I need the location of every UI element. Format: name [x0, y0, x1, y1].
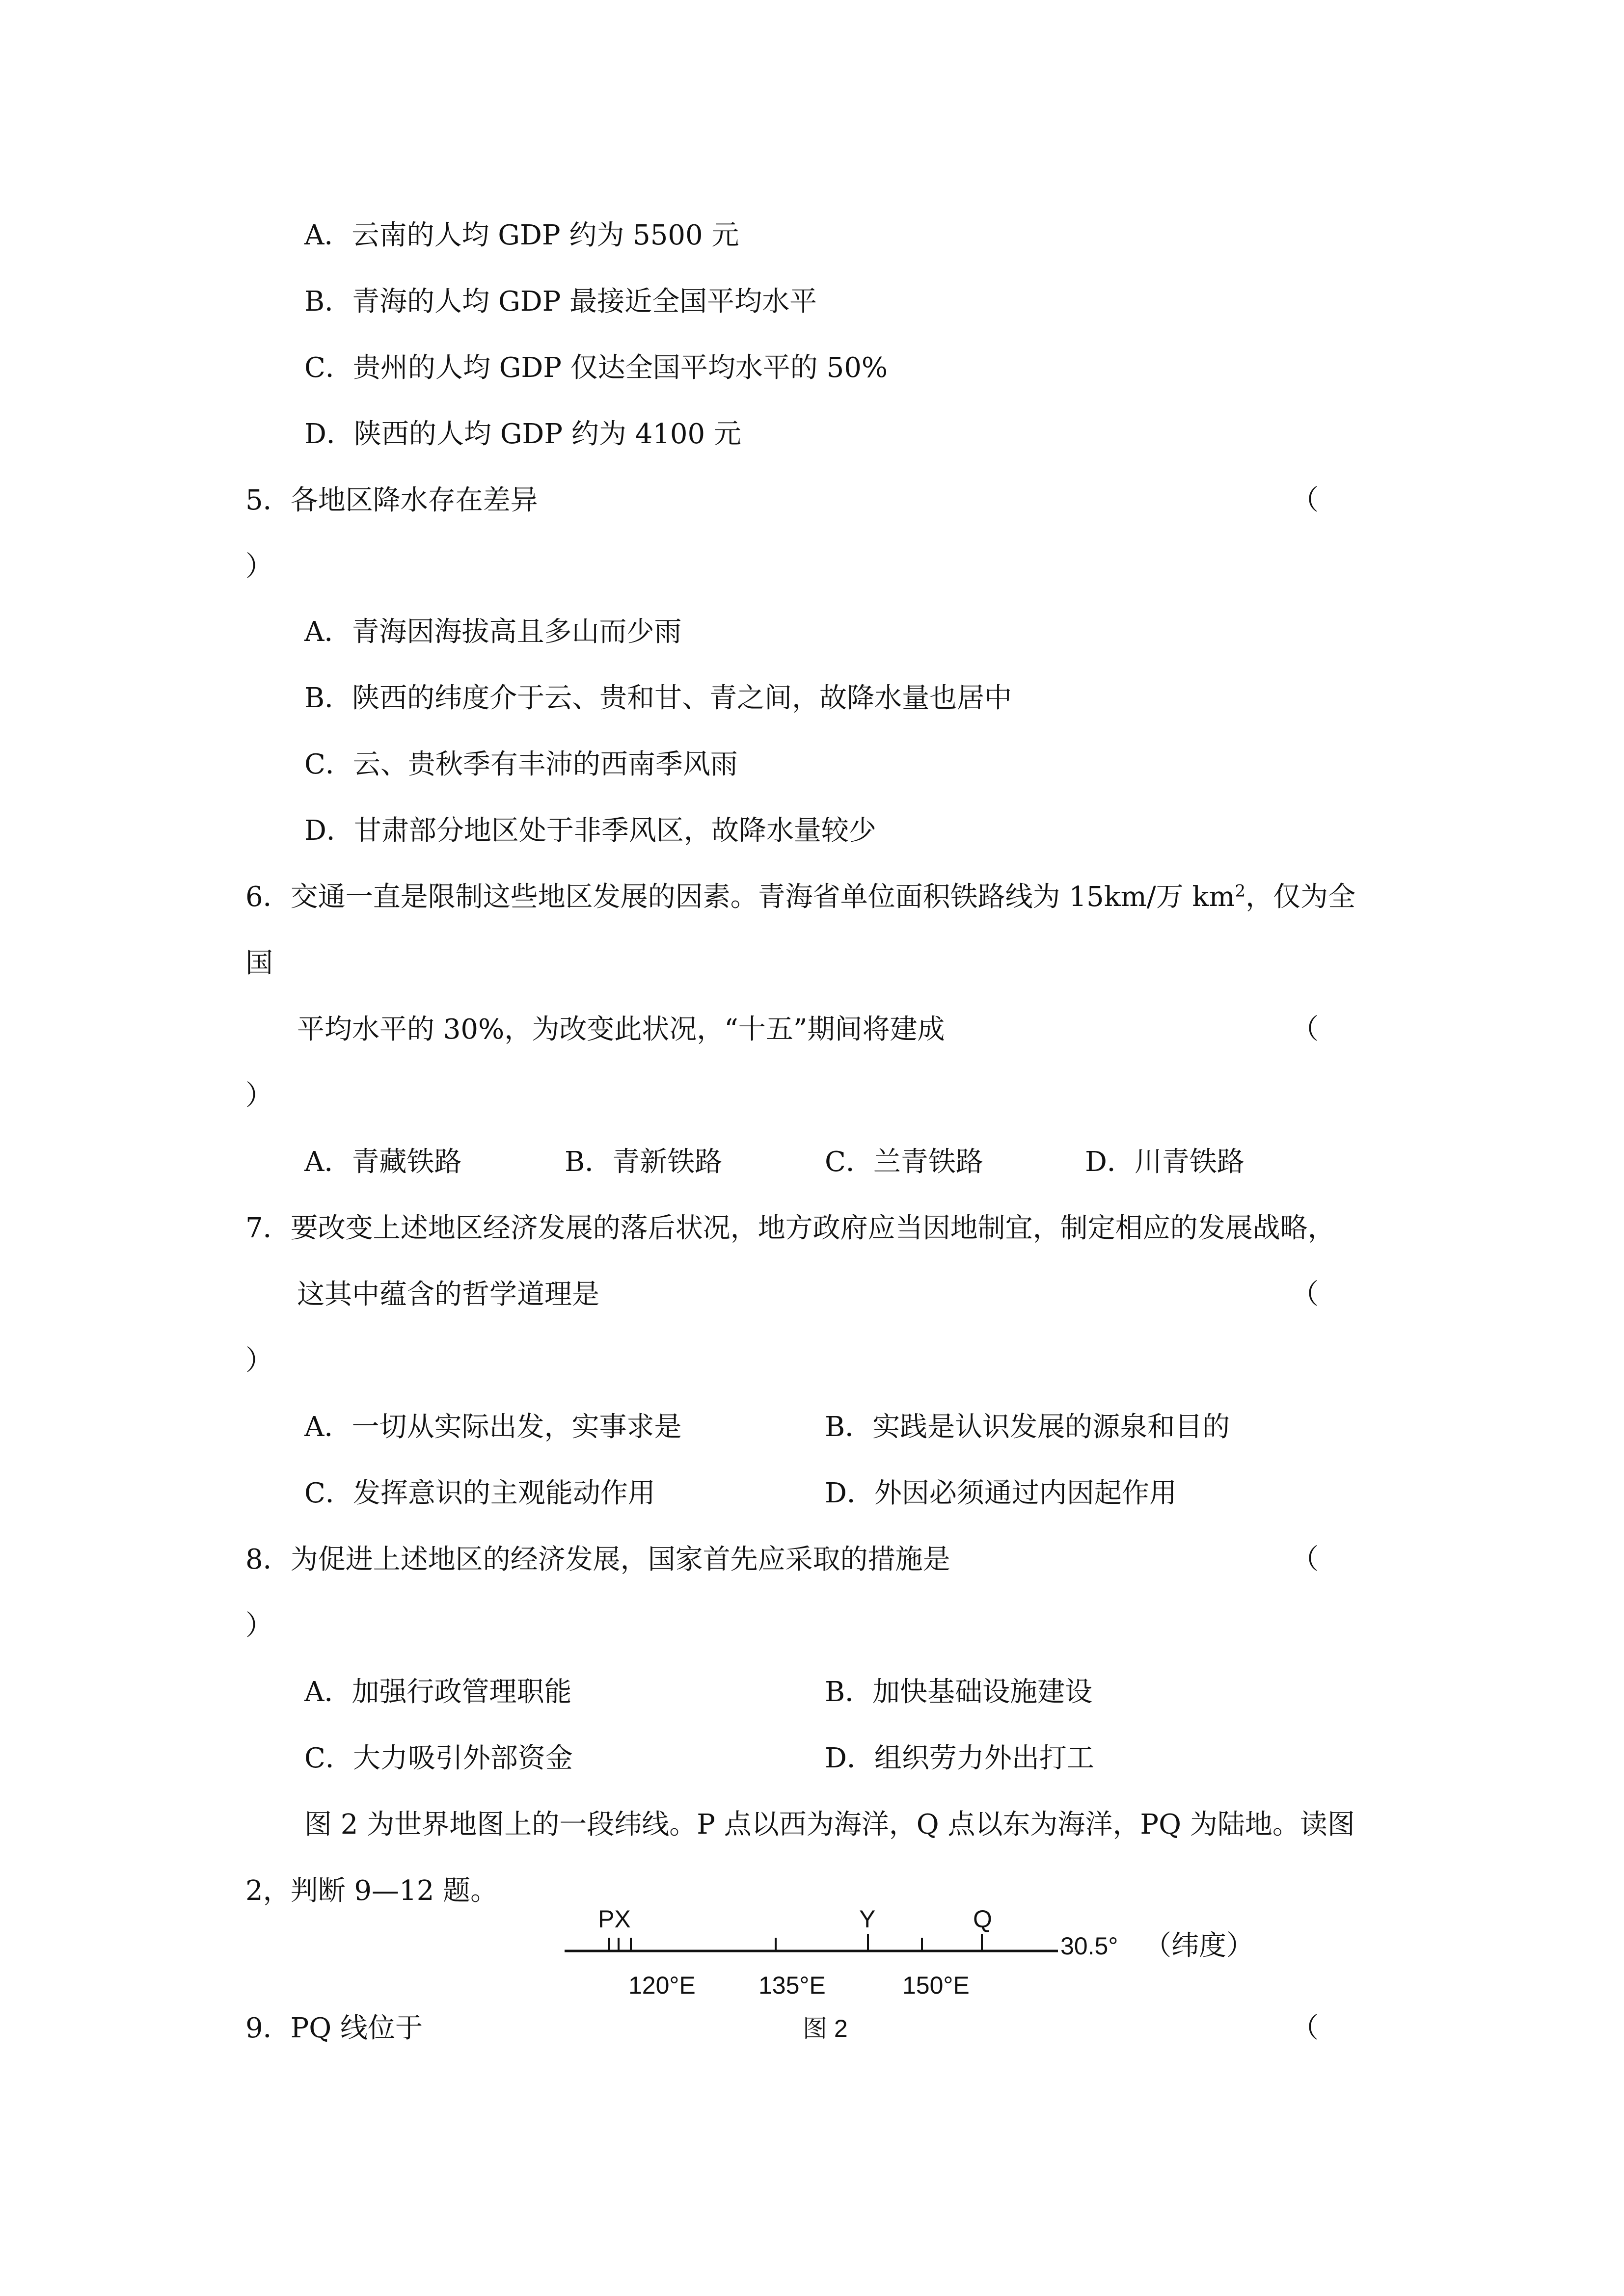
- tick-label-120e: 120°E: [628, 1972, 696, 1999]
- q8-answer-paren-open: （: [1291, 1544, 1319, 1575]
- q8-stem: 8．为促进上述地区的经济发展，国家首先应采取的措施是: [245, 1544, 950, 1575]
- point-label-px: PX: [598, 1905, 631, 1933]
- q8-option-d: D．组织劳力外出打工: [825, 1742, 1094, 1774]
- q7-stem-line1: 7．要改变上述地区经济发展的落后状况，地方政府应当因地制宜，制定相应的发展战略，: [245, 1212, 1335, 1244]
- figure-intro-line1: 图 2 为世界地图上的一段纬线。P 点以西为海洋，Q 点以东为海洋，PQ 为陆地。读图: [304, 1809, 1355, 1841]
- q6-option-a: A．青藏铁路: [304, 1146, 462, 1178]
- q5-option-b: B．陕西的纬度介于云、贵和甘、青之间，故降水量也居中: [304, 682, 1012, 714]
- q7-option-d: D．外因必须通过内因起作用: [825, 1477, 1177, 1509]
- q5-answer-paren-close: ）: [245, 551, 273, 583]
- q6-option-b: B．青新铁路: [565, 1146, 723, 1178]
- latitude-line-figure: [560, 1904, 1075, 1968]
- latitude-value: 30.5°: [1060, 1932, 1118, 1960]
- q6-stem-wrap: 国: [245, 947, 273, 979]
- q8-option-a: A．加强行政管理职能: [304, 1676, 572, 1708]
- point-label-y: Y: [859, 1905, 876, 1933]
- q6-answer-paren-close: ）: [245, 1080, 273, 1112]
- q4-option-d: D．陕西的人均 GDP 约为 4100 元: [304, 418, 741, 450]
- q5-stem: 5．各地区降水存在差异: [245, 484, 538, 516]
- q6-stem-line2: 平均水平的 30%，为改变此状况，“十五”期间将建成: [297, 1014, 945, 1045]
- q6-stem-line1: [245, 880, 1355, 914]
- figure-caption: 图 2: [803, 2015, 848, 2042]
- q5-option-a: A．青海因海拔高且多山而少雨: [304, 616, 682, 648]
- q9-answer-paren-open: （: [1291, 2012, 1319, 2044]
- tick-label-135e: 135°E: [758, 1972, 826, 1999]
- latitude-note: （纬度）: [1144, 1930, 1254, 1962]
- q6-stem-text-a: 6．交通一直是限制这些地区发展的因素。青海省单位面积铁路线为 15km/万 km: [245, 881, 1235, 913]
- q7-stem-line2: 这其中蕴含的哲学道理是: [297, 1279, 599, 1310]
- q6-option-c: C．兰青铁路: [825, 1146, 983, 1178]
- figure-intro-line2: 2，判断 9—12 题。: [245, 1875, 498, 1907]
- q8-option-b: B．加快基础设施建设: [825, 1676, 1093, 1708]
- q7-option-a: A．一切从实际出发，实事求是: [304, 1411, 682, 1443]
- q5-option-d: D．甘肃部分地区处于非季风区，故降水量较少: [304, 815, 876, 847]
- q6-stem-text-b: ，仅为全: [1245, 881, 1356, 913]
- q5-option-c: C．云、贵秋季有丰沛的西南季风雨: [304, 748, 738, 780]
- q4-option-a: A．云南的人均 GDP 约为 5500 元: [304, 219, 739, 251]
- q4-option-b: B．青海的人均 GDP 最接近全国平均水平: [304, 286, 817, 318]
- q7-answer-paren-close: ）: [245, 1345, 273, 1377]
- q6-answer-paren-open: （: [1291, 1014, 1319, 1045]
- q8-answer-paren-close: ）: [245, 1610, 273, 1642]
- tick-label-150e: 150°E: [902, 1972, 970, 1999]
- q4-option-c: C．贵州的人均 GDP 仅达全国平均水平的 50%: [304, 352, 888, 384]
- q8-option-c: C．大力吸引外部资金: [304, 1742, 573, 1774]
- q7-option-c: C．发挥意识的主观能动作用: [304, 1477, 655, 1509]
- q9-stem: 9．PQ 线位于: [245, 2012, 423, 2044]
- q7-option-b: B．实践是认识发展的源泉和目的: [825, 1411, 1230, 1443]
- q5-answer-paren-open: （: [1291, 484, 1319, 516]
- q6-stem-superscript: 2: [1235, 881, 1246, 901]
- q6-option-d: D．川青铁路: [1085, 1146, 1245, 1178]
- q7-answer-paren-open: （: [1291, 1279, 1319, 1310]
- point-label-q: Q: [973, 1905, 992, 1933]
